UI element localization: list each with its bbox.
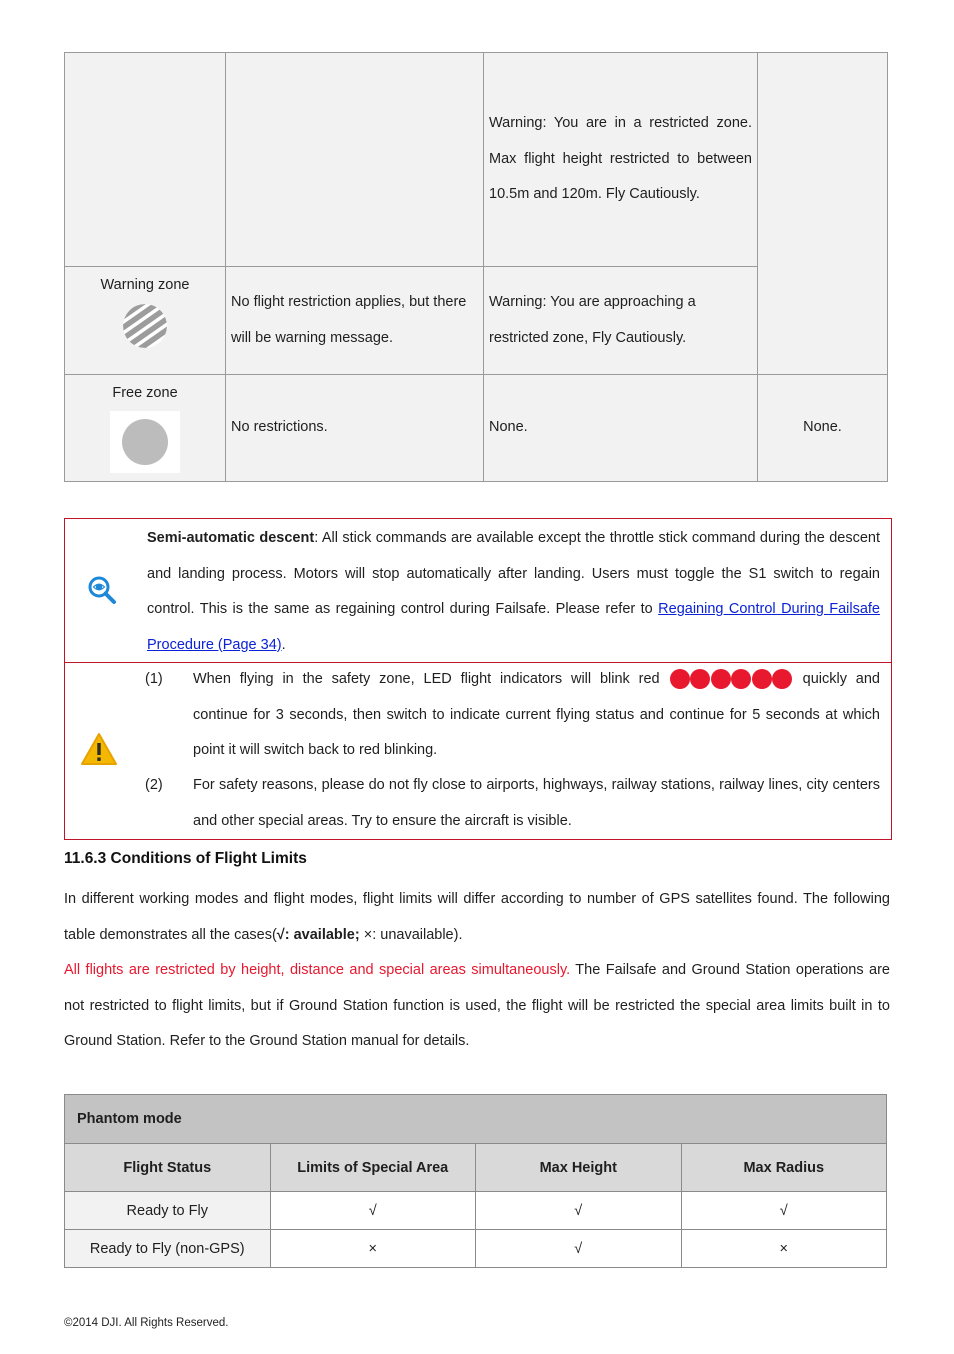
red-emphasis-text: All flights are restricted by height, distance and special areas simultaneously. [64,962,571,978]
note-box [64,518,892,663]
magnifier-icon [87,575,117,605]
zone-table [64,52,888,482]
warning-restriction-cell: No flight restriction applies, but there will be warning message. [226,267,484,375]
paragraph-text: ×: unavailable). [359,926,463,943]
note-body: : All stick commands are available except the throttle stick command during the descent and landing process. Motors will stop automatically after landing. Users must toggle the S1 switch to regain control. This is the same as regaining control during Failsafe. Please refer to [147,530,880,617]
red-led-icon [711,669,731,689]
item-text: quickly and continue for 3 seconds, then switch to indicate current flying status and continue for 5 seconds at which point it will switch back to red blinking. [193,671,881,758]
section-paragraph-1 [64,882,890,953]
red-led-icon [690,669,710,689]
warning-prompt-cell: Warning: You are approaching a restricted zone, Fly Cautiously. [484,267,758,375]
warning-item-2 [145,768,880,839]
free-zone-cell [65,375,226,482]
column-header: Flight Status [65,1144,271,1192]
section-paragraph-2 [64,953,890,1060]
column-header: Limits of Special Area [270,1144,476,1192]
item-text: When flying in the safety zone, LED flight indicators will blink red [193,671,660,687]
column-header: Max Radius [681,1144,887,1192]
table-row [65,375,888,482]
table-cell: √ [476,1192,682,1230]
note-title: Semi-automatic descent [147,530,315,546]
column-header: Max Height [476,1144,682,1192]
table-row [65,53,888,267]
red-led-icon [772,669,792,689]
available-legend: √: available; [276,926,360,943]
warning-zone-label: Warning zone [100,277,190,293]
paragraph-text: In different working modes and flight modes, flight limits will differ according to number of GPS satellites found. The following table demonstrates all the cases( [64,891,890,943]
item-number: (1) [145,671,163,687]
led-indicator-dots [670,669,793,689]
free-prompt-cell: None. [484,375,758,482]
warning-zone-cell [65,267,226,375]
table-cell: √ [270,1192,476,1230]
warning-item-1 [145,662,880,769]
note-text [147,521,880,663]
warning-box [64,661,892,840]
table-cell [758,53,888,375]
free-zone-label: Free zone [112,385,178,401]
table-row [65,1230,887,1268]
copyright-footer: ©2014 DJI. All Rights Reserved. [64,1317,229,1329]
red-led-icon [752,669,772,689]
table-title: Phantom mode [65,1095,887,1144]
red-led-icon [670,669,690,689]
table-cell [65,53,226,267]
item-text: For safety reasons, please do not fly close to airports, highways, railway stations, railway lines, city centers and other special areas. Try to ensure the aircraft is visible. [193,777,880,829]
regaining-control-link[interactable]: Regaining Control During Failsafe Procedure (Page 34) [147,601,880,653]
flight-limits-table [64,1094,887,1268]
table-cell: √ [681,1192,887,1230]
table-cell: × [270,1230,476,1268]
table-cell: × [681,1230,887,1268]
free-restriction-cell: No restrictions. [226,375,484,482]
paragraph-text: The Failsafe and Ground Station operations are not restricted to flight limits, but if Ground Station function is used, the flight will be restricted the special area limits built in to Ground Station. Refer to the Ground Station manual for details. [64,962,890,1049]
table-row [65,1192,887,1230]
red-led-icon [731,669,751,689]
striped-circle-icon [122,303,168,349]
note-end: . [281,636,286,653]
table-cell: Ready to Fly [65,1192,271,1230]
warning-triangle-icon [80,732,118,766]
section-heading: 11.6.3 Conditions of Flight Limits [64,850,307,867]
table-header-row [65,1144,887,1192]
restricted-prompt-cell: Warning: You are in a restricted zone. Max flight height restricted to between 10.5m and 120m. Fly Cautiously. [484,53,758,267]
item-number: (2) [145,777,163,793]
grey-circle-icon [110,411,180,473]
table-title-row [65,1095,887,1144]
free-indicator-cell: None. [758,375,888,482]
table-cell [226,53,484,267]
table-cell: √ [476,1230,682,1268]
table-cell: Ready to Fly (non-GPS) [65,1230,271,1268]
